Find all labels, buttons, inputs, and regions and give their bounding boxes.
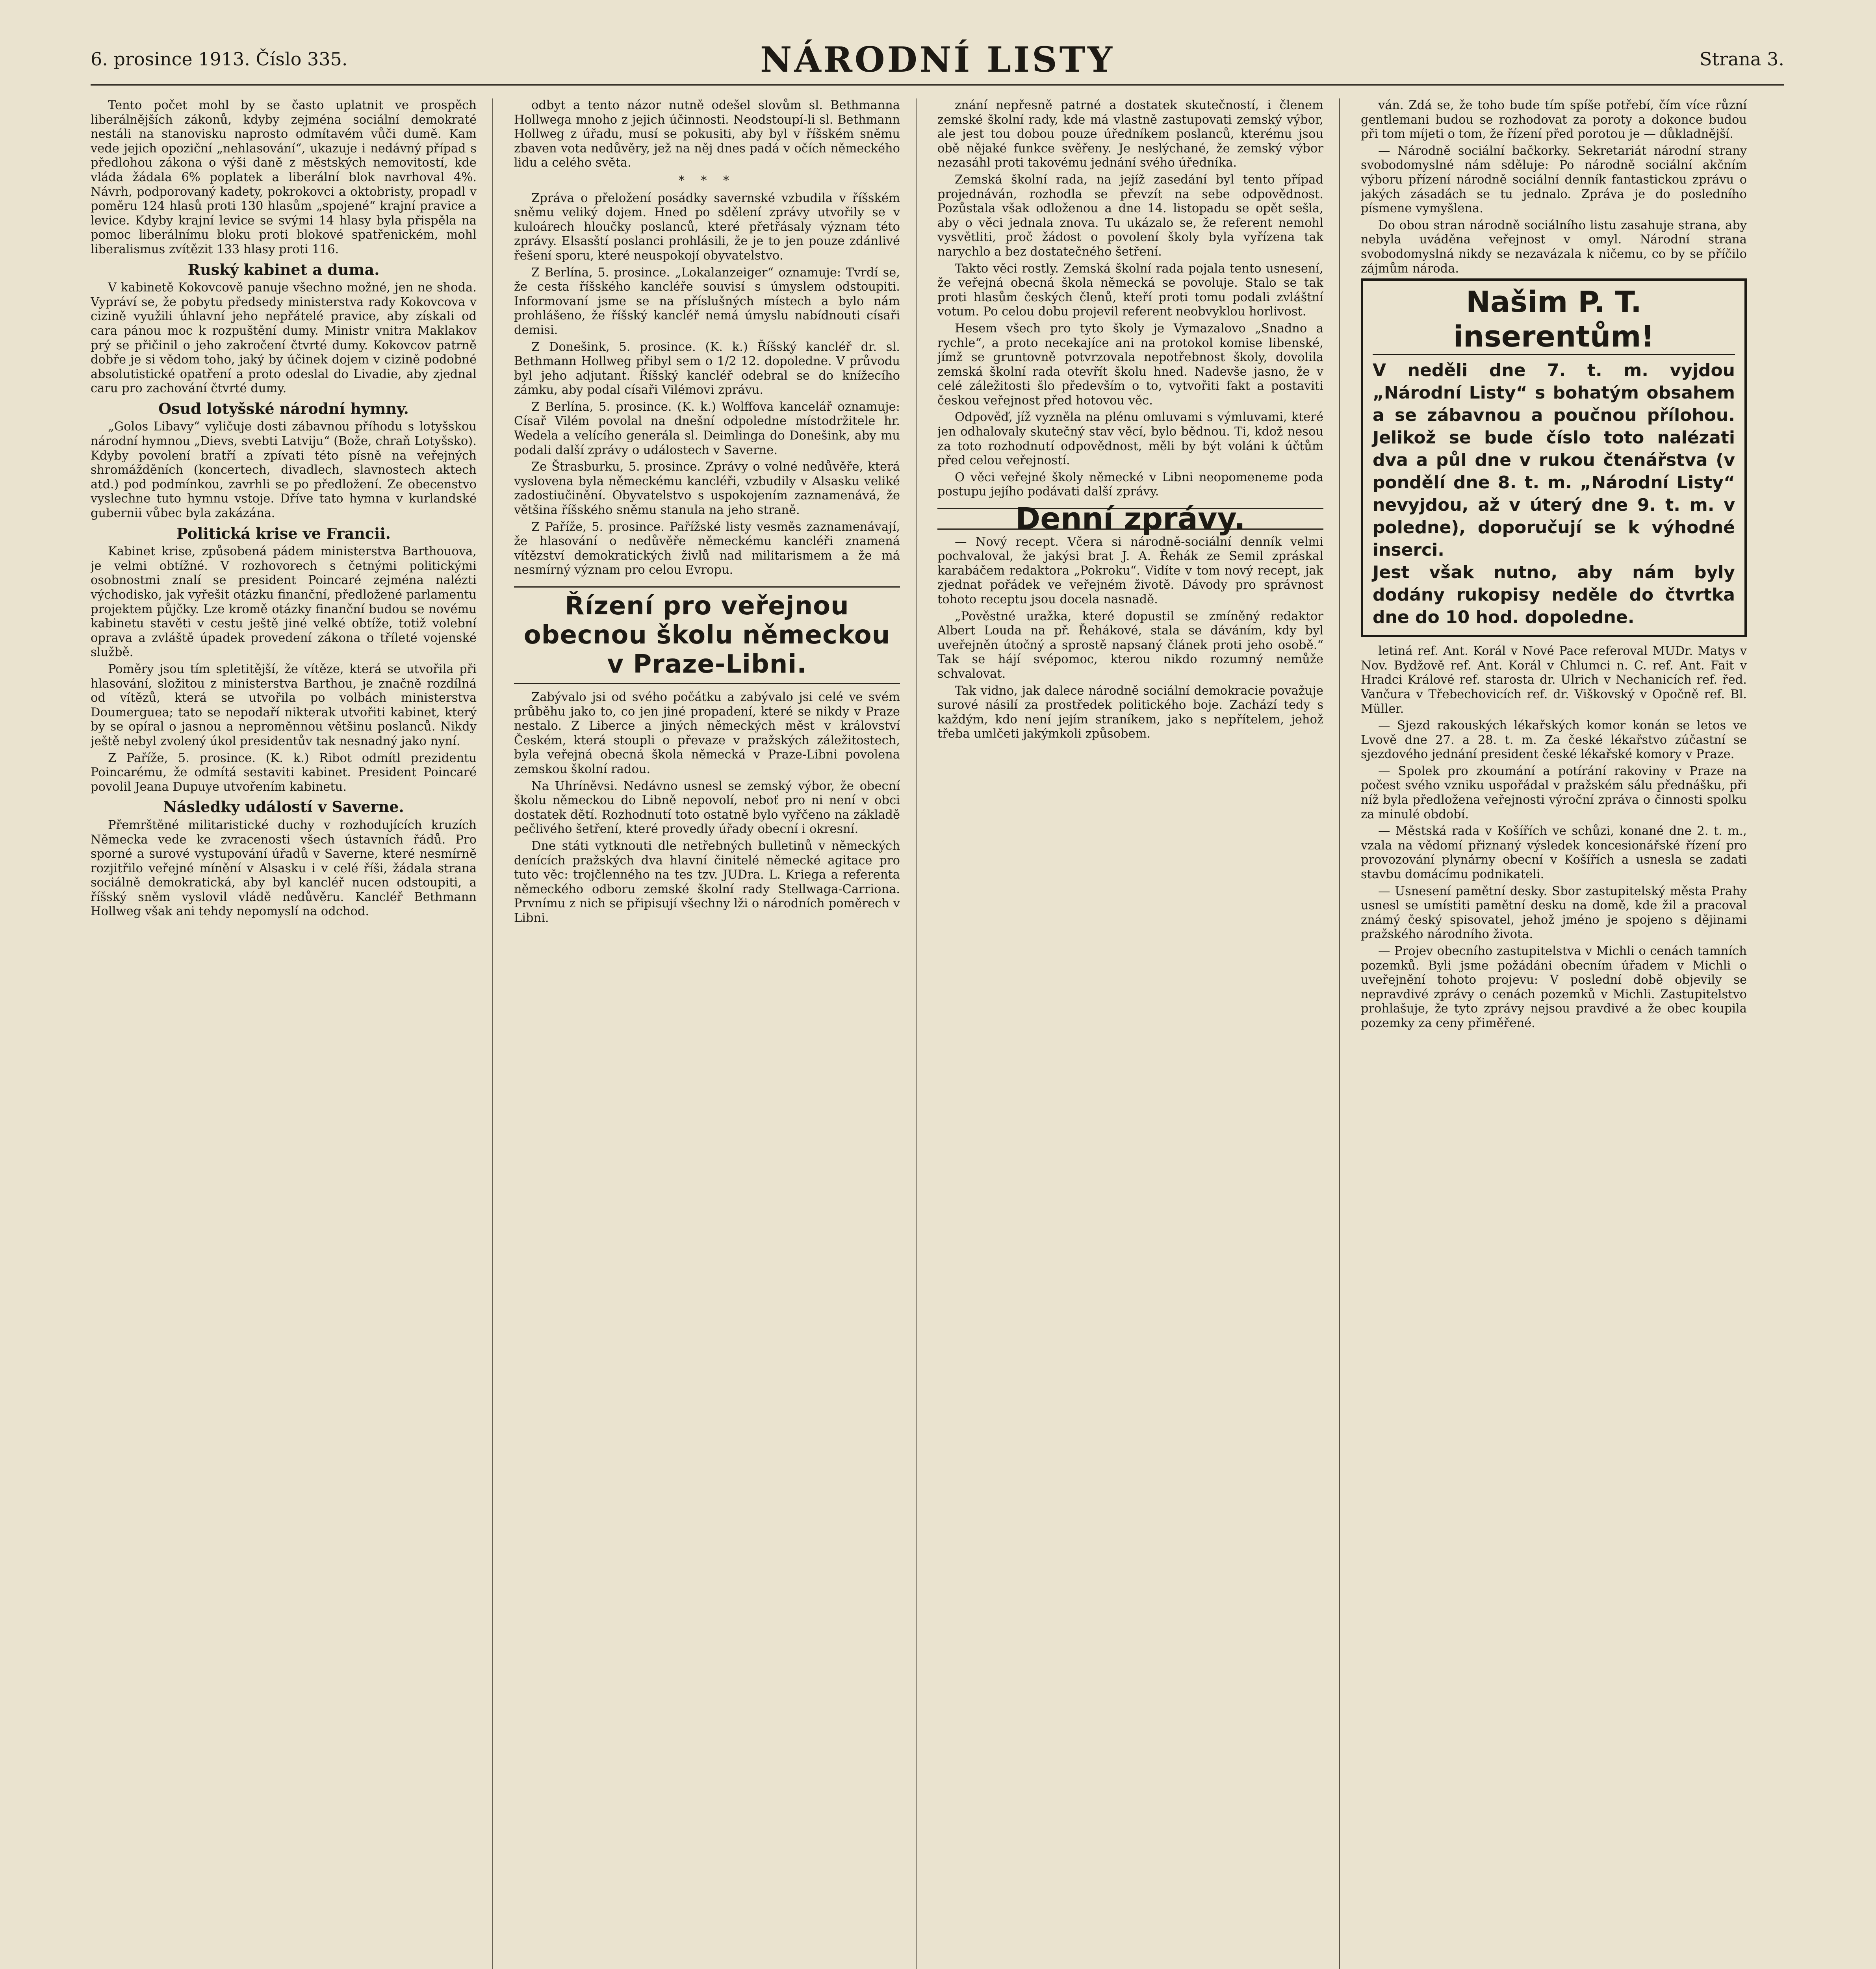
section-title: Osud lotyšské národní hymny. [158, 399, 409, 417]
paragraph: O věci veřejné školy německé v Libni neopomeneme poda postupu jejího podávati další zprávy. [937, 470, 1323, 499]
paragraph: Hesem všech pro tyto školy je Vymazalovo „Snadno a rychle“, a proto necekajíce ani na protokol komise libenské, jímž se gruntovně potvrzovala nepotřebnost školy, dovolila zemská školní rada otevřít školu hned. Nadevše jasno, že v celé záležitosti šlo především o to, vytvořiti fakt a postaviti českou veřejnost před hotovou věc. [937, 321, 1323, 408]
column-divider [492, 98, 493, 1969]
notice-text: V neděli dne 7. t. m. vyjdou „Národní Listy“ s bohatým obsahem a se zábavnou a poučnou přílohou. Jelikož se bude číslo toto nalézati dva a půl dne v rukou čtenářstva (v pondělí dne 8. t. m. „Národní Listy“ nevyjdou, až v úterý dne 9. t. m. v poledne), doporučují se k výhodné inserci. [1373, 360, 1735, 560]
paragraph: Zpráva o přeložení posádky savernské vzbudila v říšském sněmu veliký dojem. Hned po sdělení zprávy utvořily se v kuloárech hloučky poslanců, které přetřásaly význam této zprávy. Elsasští poslanci prohlásili, že je to jen pouze zdánlivé řešení sporu, které neuspokojí obyvatelstvo. [514, 191, 900, 263]
section-title: Politická krise ve Francii. [176, 524, 391, 542]
notice-text: Jest však nutno, aby nám byly dodány rukopisy neděle do čtvrtka dne do 10 hod. dopoledne. [1373, 562, 1735, 628]
paragraph: Na Uhríněvsi. Nedávno usnesl se zemský výbor, že obecní školu německou do Libně nepovolí, neboť pro ni není v obci dostatek dětí. Rozhodnutí toto ostatně bylo vyřčeno na základě pečlivého šetření, které provedly úřady obecní i okresní. [514, 779, 900, 836]
paragraph: Kabinet krise, způsobená pádem ministerstva Barthouova, je velmi obtížné. V rozhovorech s četnými politickými osobnostmi znalí se president Poincaré zejména nalézti východisko, jak vyřešit otázku finanční, předložené parlamentu projektem půjčky. Lze kromě otázky finanční budou se novému kabinetu stavěti v cestu ještě jiné velké obtíže, totiž volební oprava a zvláště úpadek provedení zákona o tříleté vojenské službě. [91, 545, 477, 660]
paragraph: „Golos Libavy“ vyličuje dosti zábavnou příhodu s lotyšskou národní hymnou „Dievs, svebti Latviju“ (Bože, chraň Lotyšsko). Kdyby povolení bratří a zpívati této písně na veřejných shromážděních (koncertech, divadlech, slavnostech aktech atd.) pod podmínkou, zavrhli se po předložení. Ze obecenstvo vyslechne tuto hymnu vstoje. Dříve tato hymna v kurlandské gubernii vůbec byla zakázána. [91, 420, 477, 521]
paragraph: Přemrštěné militaristické duchy v rozhodujících kruzích Německa vede ke zvracenosti všech ústavních řádů. Pro sporné a surové vystupování úřadů v Saverne, které nesmírně rozjitřilo veřejné mínění v Alsasku i v celé říši, žádala strana sociálně demokratická, aby byl kancléř nucen odstoupiti, a říšský sněm vyslovil vládě nedůvěru. Kancléř Bethmann Hollweg však ani tehdy nepomyslí na odchod. [91, 818, 477, 919]
column-4 [1361, 98, 1747, 1969]
section-title: Následky událostí v Saverne. [163, 798, 404, 816]
paragraph: Poměry jsou tím spletitější, že vítěze, která se utvořila při hlasování, složitou z ministerstva Barthou, je značně rozdílná od vítězů, která se utvořila po volbách ministerstva Doumerguea; tato se nepodaří nikterak utvořiti kabinet, který by se opíral o jasnou a neproměnnou většinu poslanců. Nikdy ještě nebyl zvolený úkol presidentův tak nesnadný jako nyní. [91, 662, 477, 748]
paragraph: „Pověstné uražka, které dopustil se zmíněný redaktor Albert Louda na př. Řehákové, stala se dáváním, kdy byl uveřejněn útočný a sprostě napsaný článek proti jeho osobě.“ Tak se hájí svépomoc, kterou nikdo rozumný nemůže schvalovat. [937, 609, 1323, 681]
masthead: NÁRODNÍ LISTY [760, 39, 1115, 80]
paragraph: — Spolek pro zkoumání a potírání rakoviny v Praze na počest svého vzniku uspořádal v pražském sálu přednášku, při níž byla předložena veřejnosti výroční zpráva o činnosti spolku za minulé období. [1361, 764, 1747, 821]
issue-date: 6. prosince 1913. Číslo 335. [91, 48, 348, 70]
paragraph: — Sjezd rakouských lékařských komor konán se letos ve Lvově dne 27. a 28. t. m. Za české lékařstvo zúčastní se sjezdového jednání president české lékařské komory v Praze. [1361, 719, 1747, 762]
paragraph: Do obou stran národně sociálního listu zasahuje strana, aby nebyla uváděna veřejnost v omyl. Národní strana svobodomyslná nikdy se nezavázala k ničemu, co by se příčilo zájmům národa. [1361, 218, 1747, 276]
notice-body [1373, 359, 1735, 629]
section-heading-denni-zpravy: Denní zprávy. [937, 508, 1323, 530]
paragraph: Z Paříže, 5. prosince. (K. k.) Ribot odmítl prezidentu Poincarému, že odmítá sestaviti kabinet. President Poincaré povolil Jeana Dupuye utvořením kabinetu. [91, 751, 477, 794]
column-3 [937, 98, 1323, 1969]
page-header [91, 37, 1784, 86]
paragraph: Z Paříže, 5. prosince. Pařížské listy vesměs zaznamenávají, že hlasování o nedůvěře německému kancléři znamená vítězství demokratických živlů nad militarismem a že má nesmírný význam pro celou Evropu. [514, 520, 900, 577]
column-divider [1339, 98, 1340, 1969]
paragraph: — Národně sociální bačkorky. Sekretariát národní strany svobodomyslné nám sděluje: Po národně sociální akčním výboru přízení národně sociální denník fantastickou zprávu o jakých zásadách se tu jednalo. Zpráva je do posledního písmene vymyšlena. [1361, 144, 1747, 216]
separator: * * * [678, 173, 736, 187]
paragraph: Ze Štrasburku, 5. prosince. Zprávy o volné nedůvěře, která vyslovena byla německému kancléři, vzbudily v Alsasku veliké zadostiučinění. Obyvatelstvo s uspokojením zaznamenává, že většina říšského sněmu stanula na jeho straně. [514, 460, 900, 517]
paragraph: znání nepřesně patrné a dostatek skutečností, i členem zemské školní rady, kde má vlastně zastupovati zemský výbor, ale jest tou dobou pouze úředníkem poslanců, kterému jsou obě nějaké funkce svěřeny. Je neslýchané, že zemský výbor nezasáhl proti takovému jednání svého úředníka. [937, 98, 1323, 170]
paragraph: — Usnesení pamětní desky. Sbor zastupitelský města Prahy usnesl se umístiti pamětní desku na domě, kde žil a pracoval známý český spisovatel, jehož jméno je spojeno s dějinami pražského národního života. [1361, 884, 1747, 942]
column-1 [91, 98, 477, 1969]
paragraph: — Nový recept. Včera si národně-sociální denník velmi pochvaloval, že jakýsi brat J. A. Řehák ze Semil zpráskal karabáčem redaktora „Pokroku“. Vidíte v tom nový recept, jak zjednat pořádek ve veřejném životě. Dávody pro správnost tohoto receptu jsou docela nasnadě. [937, 535, 1323, 606]
paragraph: Odpověď, jíž vyzněla na plénu omluvami s výmluvami, které jen odhalovaly skutečný stav věcí, bylo bědnou. Ti, kdož nesou za toto rozhodnutí odpovědnost, měli by být voláni k účtům před celou veřejností. [937, 410, 1323, 468]
column-2 [514, 98, 900, 1969]
paragraph: Dne státi vytknouti dle netřebných bulletinů v německých denících pražských dva hlavní činitelé německé agitace pro tuto věc: trojčlenného na tes tzv. JUDra. L. Kriega a referenta německého odboru zemské školní rady Stellwaga-Carriona. Prvnímu z nich se připisují všechny lži o národních poměrech v Libni. [514, 839, 900, 925]
notice-title: Našim P. T. inserentům! [1373, 285, 1735, 355]
section-title: Ruský kabinet a duma. [187, 260, 380, 278]
paragraph: Z Berlína, 5. prosince. (K. k.) Wolffova kancelář oznamuje: Císař Vilém povolal na dnešní odpoledne místodržitele hr. Wedela a velícího generála sl. Deimlinga do Donešink, aby mu podali další zprávy o událostech v Saverne. [514, 400, 900, 457]
paragraph: Zabývalo jsi od svého počátku a zabývalo jsi celé ve svém průběhu jako to, co jen jiné propadení, které se nikdy v Praze nestalo. Z Liberce a jiných německých měst v království Českém, která stoupli o převaze v pražských záležitostech, byla veřejná obecná škola německá v Praze-Libni povolena zemskou školní radou. [514, 690, 900, 776]
paragraph: Z Donešink, 5. prosince. (K. k.) Říšský kancléř dr. sl. Bethmann Hollweg přibyl sem o 1/2 12. dopoledne. V průvodu byl jeho adjutant. Říšský kancléř odebral se do knížecího zámku, aby podal císaři Vilémovi zprávu. [514, 340, 900, 397]
paragraph: Zemská školní rada, na jejíž zasedání byl tento případ projednáván, rozhodla se převzít na sebe odpovědnost. Pozůstala však odloženou a dne 14. listopadu se opět sešla, aby o věci jednala znova. Tu ukázalo se, že referent nemohl vysvětliti, proč žádost o povolení školy byla vyřízena tak narychlo a bez dostatečného šetření. [937, 172, 1323, 259]
column-divider [916, 98, 917, 1969]
page-number: Strana 3. [1700, 48, 1784, 70]
paragraph: Z Berlína, 5. prosince. „Lokalanzeiger“ oznamuje: Tvrdí se, že cesta říšského kancléře souvisí s úmyslem odstoupiti. Informovaní jsme se na příslušných místech a bylo nám prohlášeno, že říšský kancléř nemá úmyslu nabídnouti císaři demisi. [514, 265, 900, 337]
paragraph: Tento počet mohl by se často uplatnit ve prospěch liberálnějších zákonů, kdyby zejména sociální demokraté nestáli na stanovisku naprosto odmítavém vůči dumě. Kam vede jejich opoziční „nehlasování“, ukazuje i nedávný případ s předlohou zákona o výši daně z městských nemovitostí, kde vláda žádala 6% poplatek a liberální blok navrhoval 4%. Návrh, podporovaný kadety, pokrokovci a oktobristy, propadl v poměru 124 hlasů proti 130 hlasům „spojené“ krajní pravice a levice. Kdyby krajní levice se svými 14 hlasy byla přispěla na pomoc liberálnímu bloku proti blokové spatřenickém, mohl liberalismus zvítězit 133 hlasy proti 116. [91, 98, 477, 256]
paragraph: Takto věci rostly. Zemská školní rada pojala tento usnesení, že veřejná obecná škola německá se povoluje. Stalo se tak proti hlasům českých členů, kteří proti tomu podali zvláštní votum. Po celou dobu projevil referent neobvyklou horlivost. [937, 261, 1323, 319]
paragraph: odbyt a tento názor nutně odešel slovům sl. Bethmanna Hollwega mnoho z jejich účinnosti. Neodstoupí-li sl. Bethmann Hollweg z úřadu, musí se pokusiti, aby byl v říšském sněmu zbaven vota nedůvěry, jež na něj dnes padá v očích německého lidu a celého světa. [514, 98, 900, 170]
article-heading: Řízení pro veřejnou obecnou školu německou v Praze-Libni. [514, 586, 900, 684]
paragraph: V kabinetě Kokovcově panuje všechno možné, jen ne shoda. Vypráví se, že pobytu předsedy ministerstva rady Kokovcova v cizině využili úhlavní jeho nepřátelé pravice, aby získali od cara pánou moc k rozpuštění dumy. Ministr vnitra Maklakov prý se přičinil o jeho zakročení čtvrté dumy. Kokovcov patrně dobře je si vědom toho, jaký by účinek dojem v cizině podobné absolutistické opatření a proto odeslal do Livadie, aby zjednal caru pro zachování čtvrté dumy. [91, 281, 477, 396]
advertisers-notice-box [1361, 278, 1747, 637]
paragraph: Tak vidno, jak dalece národně sociální demokracie považuje surové násilí za prostředek politického boje. Zachází tedy s každým, kdo není jejím straníkem, jako s nepřítelem, jehož třeba umlčeti jakýmkoli způsobem. [937, 684, 1323, 741]
paragraph: ván. Zdá se, že toho bude tím spíše potřebí, čím více různí gentlemani budou se rozhodovat za poroty a dokonce budou při tom míjeti o tom, že řízení před porotou je — důkladnější. [1361, 98, 1747, 141]
paragraph: letiná ref. Ant. Korál v Nové Pace referoval MUDr. Matys v Nov. Bydžově ref. Ant. Korál v Chlumci n. C. ref. Ant. Fait v Hradci Králové ref. starosta dr. Ulrich v Nechanicích ref. řed. Vančura v Třebechovicích ref. dr. Viškovský v Opočně ref. Bl. Müller. [1361, 644, 1747, 716]
paragraph: — Městská rada v Košířích ve schůzi, konané dne 2. t. m., vzala na vědomí přiznaný výsledek koncesionářské řízení pro provozování plynárny obecní v Košířích a usnesla se zadati stavbu domácímu podnikateli. [1361, 824, 1747, 882]
paragraph: — Projev obecního zastupitelstva v Michli o cenách tamních pozemků. Byli jsme požádáni obecním úřadem v Michli o uveřejnění tohoto projevu: V poslední době objevily se nepravdivé zprávy o cenách pozemků v Michli. Zastupitelstvo prohlašuje, že tyto zprávy nejsou pravdivé a že obec koupila pozemky za ceny přiměřené. [1361, 944, 1747, 1030]
